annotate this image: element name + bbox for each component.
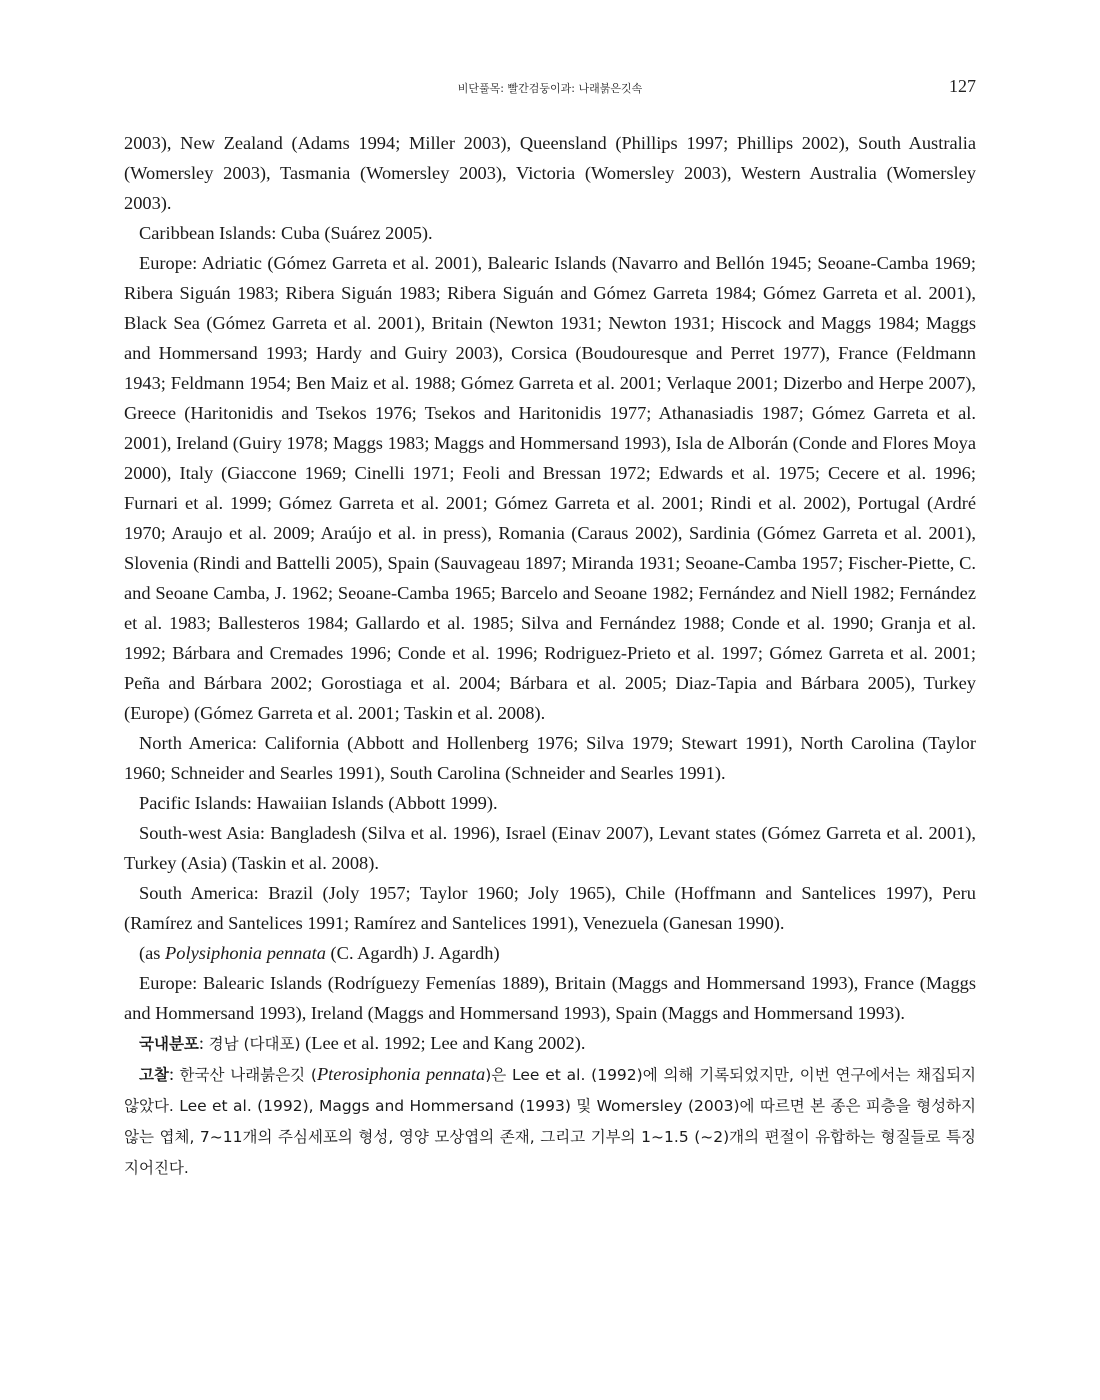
domestic-refs: (Lee et al. 1992; Lee and Kang 2002).: [300, 1033, 586, 1053]
discussion-label: 고찰: [139, 1066, 169, 1084]
domestic-place: 경남 (다대포): [208, 1035, 301, 1053]
paragraph-discussion: [124, 1059, 976, 1183]
running-header: [124, 76, 976, 98]
domestic-label: 국내분포: [139, 1035, 199, 1053]
synonym-species-name: Polysiphonia pennata: [165, 943, 326, 963]
discussion-species-name: Pterosiphonia pennata: [316, 1064, 486, 1084]
paragraph-north-america: North America: California (Abbott and Hollenberg 1976; Silva 1979; Stewart 1991), North Carolina (Taylor 1960; Schneider and Searles 1991), South Carolina (Schneider and Searles 1991).: [124, 733, 976, 783]
running-title: 비단풀목: 빨간검둥이과: 나래붉은깃속: [457, 82, 643, 95]
paragraph-southwest-asia: South-west Asia: Bangladesh (Silva et al. 1996), Israel (Einav 2007), Levant states (Gómez Garreta et al. 2001), Turkey (Asia) (Taskin et al. 2008).: [124, 823, 976, 873]
synonym-suffix: (C. Agardh) J. Agardh): [325, 943, 500, 963]
body-text: [124, 128, 976, 1183]
paragraph-europe: Europe: Adriatic (Gómez Garreta et al. 2001), Balearic Islands (Navarro and Bellón 1945; Seoane-Camba 1969; Ribera Siguán 1983; Ribera Siguán 1983; Ribera Siguán and Gómez Garreta 1984; Gómez Garreta et al. 2001), Black Sea (Gómez Garreta et al. 2001), Britain (Newton 1931; Newton 1931; Hiscock and Maggs 1984; Maggs and Hommersand 1993; Hardy and Guiry 2003), Corsica (Boudouresque and Perret 1977), France (Feldmann 1943; Feldmann 1954; Ben Maiz et al. 1988; Gómez Garreta et al. 2001; Verlaque 2001; Dizerbo and Herpe 2007), Greece (Haritonidis and Tsekos 1976; Tsekos and Haritonidis 1977; Athanasiadis 1987; Gómez Garreta et al. 2001), Ireland (Guiry 1978; Maggs 1983; Maggs and Hommersand 1993), Isla de Alborán (Conde and Flores Moya 2000), Italy (Giaccone 1969; Cinelli 1971; Feoli and Bressan 1972; Edwards et al. 1975; Cecere et al. 1996; Furnari et al. 1999; Gómez Garreta et al. 2001; Gómez Garreta et al. 2001; Rindi et al. 2002), Portugal (Ardré 1970; Araujo et al. 2009; Araújo et al. in press), Romania (Caraus 2002), Sardinia (Gómez Garreta et al. 2001), Slovenia (Rindi and Battelli 2005), Spain (Sauvageau 1897; Miranda 1931; Seoane-Camba 1957; Fischer-Piette, C. and Seoane Camba, J. 1962; Seoane-Camba 1965; Barcelo and Seoane 1982; Fernández and Niell 1982; Fernández et al. 1983; Ballesteros 1984; Gallardo et al. 1985; Silva and Fernández 1988; Conde et al. 1990; Granja et al. 1992; Bárbara and Cremades 1996; Conde et al. 1996; Rodriguez-Prieto et al. 1997; Gómez Garreta et al. 2001; Peña and Bárbara 2002; Gorostiaga et al. 2004; Bárbara et al. 2005; Diaz-Tapia and Bárbara 2005), Turkey (Europe) (Gómez Garreta et al. 2001; Taskin et al. 2008).: [124, 253, 976, 723]
paragraph-pacific: Pacific Islands: Hawaiian Islands (Abbott 1999).: [139, 793, 498, 813]
paragraph-south-america: South America: Brazil (Joly 1957; Taylor 1960; Joly 1965), Chile (Hoffmann and Santelices 1997), Peru (Ramírez and Santelices 1991; Ramírez and Santelices 1991), Venezuela (Ganesan 1990).: [124, 883, 976, 933]
paragraph-synonym-heading: [124, 938, 976, 968]
discussion-text-2: )은 Lee et al. (1992)에 의해 기록되었지만, 이번 연구에서는 채집되지 않았다. Lee et al. (1992), Maggs and Hommersand (1993) 및 Womersley (2003)에 따르면 본 종은 피층을 형성하지 않는 엽체, 7~11개의 주심세포의 형성, 영양 모상엽의 존재, 그리고 기부의 1~1.5 (~2)개의 편절이 유합하는 형질들로 특징지어진다.: [124, 1066, 977, 1177]
synonym-prefix: (as: [139, 943, 166, 963]
paragraph-domestic-distribution: [124, 1028, 976, 1059]
discussion-colon: :: [168, 1064, 180, 1084]
discussion-text-1: 한국산 나래붉은깃 (: [179, 1066, 317, 1084]
page-number: 127: [949, 76, 976, 96]
paragraph-caribbean: Caribbean Islands: Cuba (Suárez 2005).: [139, 223, 433, 243]
paragraph-australia-continued: 2003), New Zealand (Adams 1994; Miller 2003), Queensland (Phillips 1997; Phillips 2002), South Australia (Womersley 2003), Tasmania (Womersley 2003), Victoria (Womersley 2003), Western Australia (Womersley 2003).: [124, 133, 976, 213]
domestic-colon: :: [198, 1033, 209, 1053]
paragraph-europe-synonym: Europe: Balearic Islands (Rodríguezy Femenías 1889), Britain (Maggs and Hommersand 1993), France (Maggs and Hommersand 1993), Ireland (Maggs and Hommersand 1993), Spain (Maggs and Hommersand 1993).: [124, 973, 976, 1023]
